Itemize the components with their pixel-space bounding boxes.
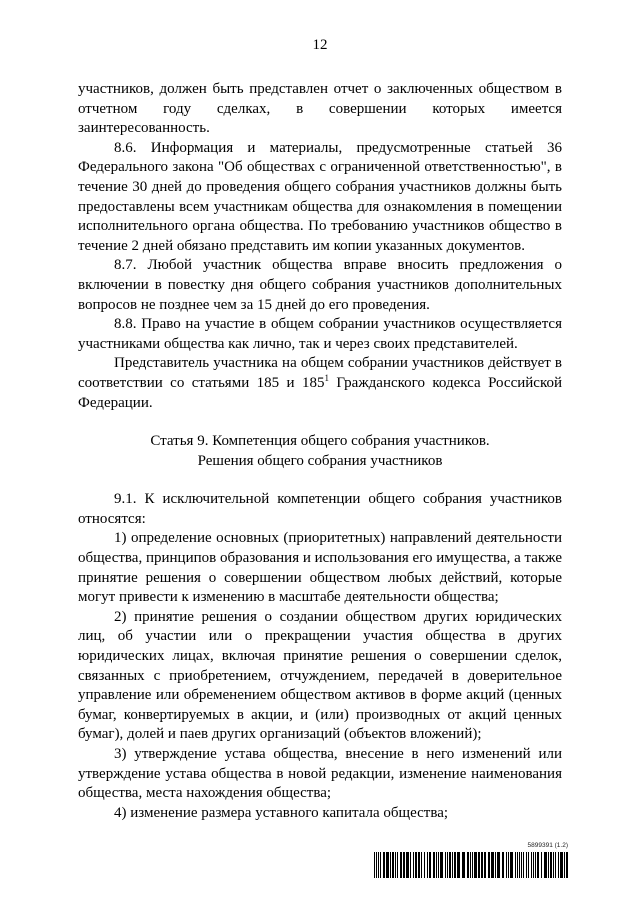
list-item-4: 4) изменение размера уставного капитала общества; [114, 804, 449, 821]
article-superscript: 1 [324, 372, 330, 383]
paragraph-representative [78, 354, 562, 413]
list-item-3: 3) утверждение устава общества, внесение в него изменений или утверждение устава общества в новой редакции, изменение наименования общества, места нахождения общества; [78, 746, 562, 802]
article-9-title-line2: Решения общего собрания участников [197, 452, 443, 469]
paragraph-8-8: 8.8. Право на участие в общем собрании участников осуществляется участниками общества как лично, так и через своих представителей. [78, 316, 562, 352]
list-item-1: 1) определение основных (приоритетных) направлений деятельности общества, принципов образования и использования его имущества, а также принятие решения о совершении обществом любых действий, которые могут привести к изменению в масштабе деятельности общества; [78, 530, 562, 606]
article-9-title-line1: Статья 9. Компетенция общего собрания участников. [150, 433, 490, 450]
list-item-2: 2) принятие решения о создании обществом других юридических лиц, об участии или о прекращении участия общества в других юридических лицах, включая принятие решения о совершении сделок, связанных с приобретением, отчуждением, передачей в доверительное управление или обременением обществом активов в форме акций (ценных бумаг, конвертируемых в акции, и (или) производных от акций ценных бумаг), долей и паев других организаций (объектов вложений); [78, 608, 562, 743]
paragraph-8-6: 8.6. Информация и материалы, предусмотренные статьей 36 Федерального закона "Об обществах с ограниченной ответственностью", в течение 30 дней до проведения общего собрания участников должны быть предоставлены всем участникам общества для ознакомления в помещении исполнительного органа общества. По требованию участников общество в течение 2 дней обязано представить им копии указанных документов. [78, 139, 562, 254]
representative-text-before: Представитель участника на общем собрании участников действует в соответствии со статьями 185 и 185 [78, 355, 562, 391]
paragraph-8-7: 8.7. Любой участник общества вправе вносить предложения о включении в повестку дня общего собрания участников дополнительных вопросов не позднее чем за 15 дней до его проведения. [78, 257, 562, 313]
document-body [78, 80, 562, 823]
paragraph-participants-report: участников, должен быть представлен отчет о заключенных обществом в отчетном году сделках, в совершении которых имеется заинтересованность. [78, 81, 562, 137]
document-code: 5899391 (1.2) [527, 842, 568, 849]
barcode-icon [374, 852, 568, 878]
paragraph-9-1: 9.1. К исключительной компетенции общего собрания участников относятся: [78, 491, 562, 527]
article-9-heading [78, 432, 562, 471]
page-number: 12 [312, 37, 328, 53]
representative-text-after: Гражданского кодекса Российской Федерации. [78, 374, 563, 411]
